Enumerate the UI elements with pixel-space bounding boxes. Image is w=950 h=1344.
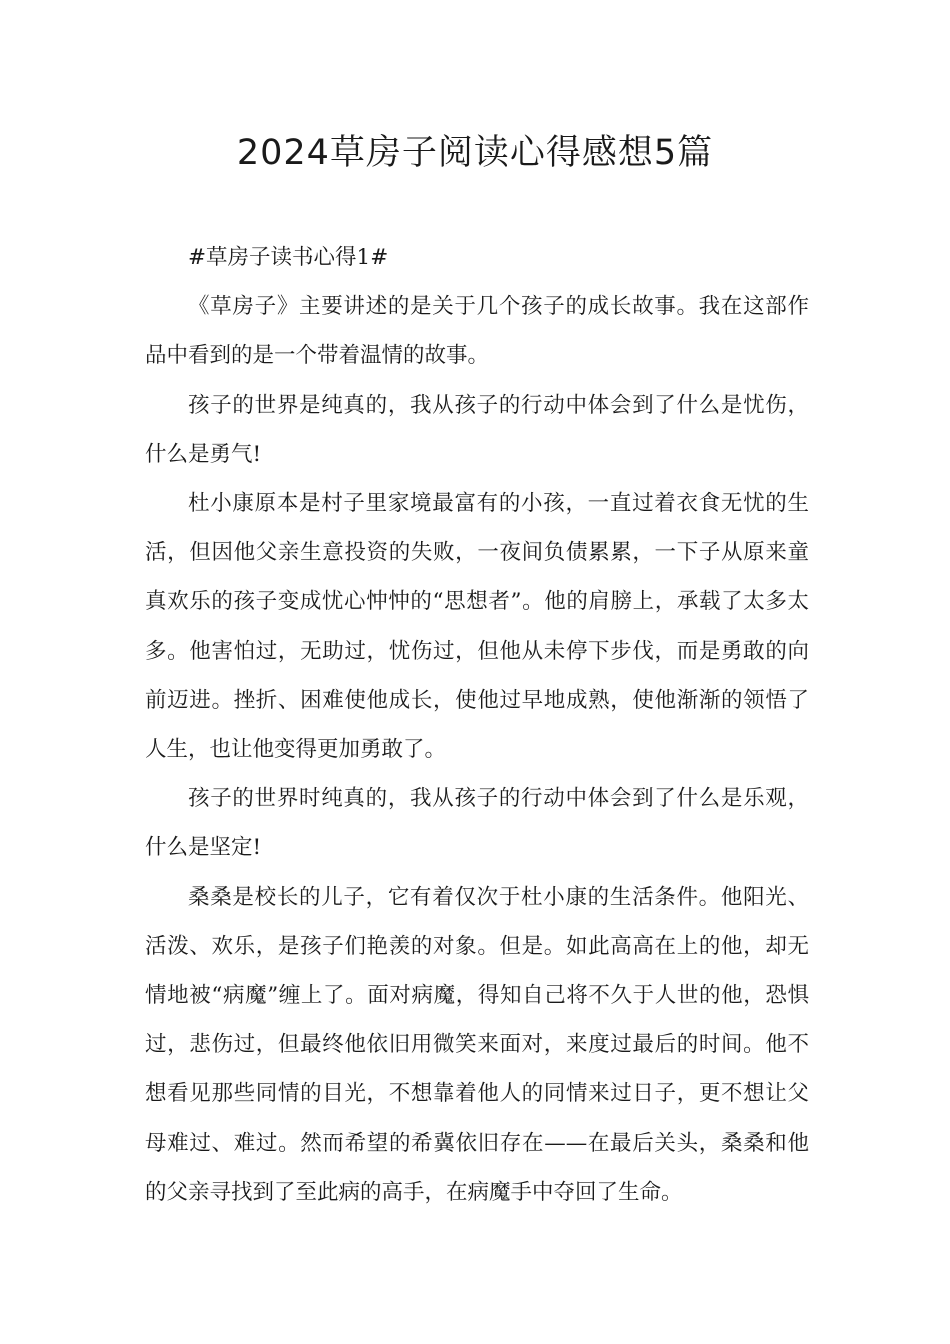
section-heading: #草房子读书心得1#: [188, 245, 389, 270]
paragraph-1: 《草房子》主要讲述的是关于几个孩子的成长故事。我在这部作品中看到的是一个带着温情的故事。: [145, 294, 809, 369]
paragraph-4: 孩子的世界时纯真的，我从孩子的行动中体会到了什么是乐观，什么是坚定!: [145, 786, 809, 861]
paragraph-2: 孩子的世界是纯真的，我从孩子的行动中体会到了什么是忧伤，什么是勇气!: [145, 392, 809, 467]
paragraph-3: 杜小康原本是村子里家境最富有的小孩，一直过着衣食无忧的生活，但因他父亲生意投资的失败，一夜间负债累累，一下子从原来童真欢乐的孩子变成忧心忡忡的“思想者”。他的肩膀上，承载了太多太多。他害怕过，无助过，忧伤过，但他从未停下步伐，而是勇敢的向前迈进。挫折、困难使他成长，使他过早地成熟，使他渐渐的领悟了人生，也让他变得更加勇敢了。: [145, 491, 809, 763]
paragraph-5: 桑桑是校长的儿子，它有着仅次于杜小康的生活条件。他阳光、活泼、欢乐，是孩子们艳羡的对象。但是。如此高高在上的他，却无情地被“病魔”缠上了。面对病魔，得知自己将不久于人世的他，恐惧过，悲伤过，但最终他依旧用微笑来面对，来度过最后的时间。他不想看见那些同情的目光，不想靠着他人的同情来过日子，更不想让父母难过、难过。然而希望的希冀依旧存在——在最后关头，桑桑和他的父亲寻找到了至此病的高手，在病魔手中夺回了生命。: [145, 884, 809, 1205]
document-body: [145, 233, 809, 1217]
document-title: 2024草房子阅读心得感想5篇: [236, 133, 714, 173]
